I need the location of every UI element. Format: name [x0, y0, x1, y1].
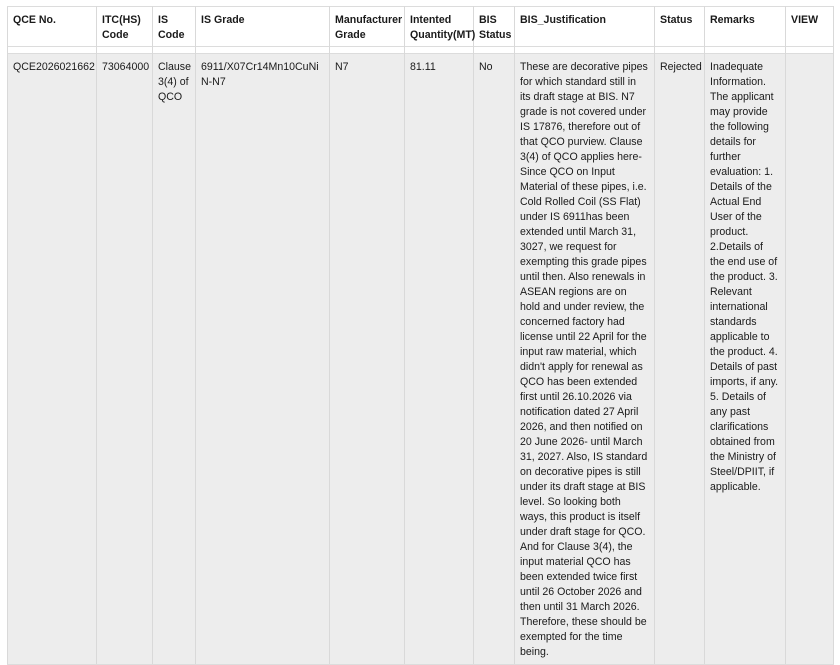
cell-is-code: Clause 3(4) of QCO	[153, 54, 196, 665]
spacer-cell	[786, 47, 834, 54]
cell-status: Rejected	[655, 54, 705, 665]
spacer-cell	[153, 47, 196, 54]
column-header-bis-justification: BIS_Justification	[515, 7, 655, 47]
table-header-row	[8, 7, 834, 47]
cell-bis-status: No	[474, 54, 515, 665]
spacer-cell	[330, 47, 405, 54]
cell-is-grade: 6911/X07Cr14Mn10CuNiN-N7	[196, 54, 330, 665]
spacer-cell	[405, 47, 474, 54]
spacer-cell	[655, 47, 705, 54]
column-header-manufacturer-grade: Manufacturer Grade	[330, 7, 405, 47]
spacer-cell	[705, 47, 786, 54]
column-header-is-code: IS Code	[153, 7, 196, 47]
spacer-cell	[515, 47, 655, 54]
cell-qce-no: QCE2026021662	[8, 54, 97, 665]
column-header-is-grade: IS Grade	[196, 7, 330, 47]
column-header-itc-hs-code: ITC(HS) Code	[97, 7, 153, 47]
qce-results-table-container	[7, 6, 833, 665]
cell-intended-quantity: 81.11	[405, 54, 474, 665]
column-header-intended-quantity: Intented Quantity(MT)	[405, 7, 474, 47]
cell-bis-justification: These are decorative pipes for which standard still in its draft stage at BIS. N7 grade is not covered under IS 17876, therefore out of that QCO purview. Clause 3(4) of QCO applies here- Since QCO on Input Material of these pipes, i.e. Cold Rolled Coil (SS Flat) under IS 6911has been extended until March 31, 3027, we request for exempting this grade pipes until then. Also renewals in ASEAN regions are on hold and under review, the concerned factory had license until 22 April for the input raw material, which didn't apply for renewal as QCO has been extended first until 26.10.2026 via notification dated 27 April 2026, and then notified on 20 June 2026- until March 31, 2027. Also, IS standard on decorative pipes is still under its draft stage at BIS level. So looking both ways, this product is itself under draft stage for QCO. And for Clause 3(4), the input material QCO has been extended twice first until 26 October 2026 and then until 31 March 2026. Therefore, these should be exempted for the time being.	[515, 54, 655, 665]
column-header-qce-no: QCE No.	[8, 7, 97, 47]
column-header-status: Status	[655, 7, 705, 47]
column-header-remarks: Remarks	[705, 7, 786, 47]
column-header-view: VIEW	[786, 7, 834, 47]
spacer-cell	[474, 47, 515, 54]
spacer-cell	[97, 47, 153, 54]
cell-remarks: Inadequate Information. The applicant may provide the following details for further evaluation: 1. Details of the Actual End User of the product. 2.Details of the end use of the product. 3. Relevant international standards applicable to the product. 4. Details of past imports, if any. 5. Details of any past clarifications obtained from the Ministry of Steel/DPIIT, if applicable.	[705, 54, 786, 665]
table-row	[8, 54, 834, 665]
cell-view[interactable]	[786, 54, 834, 665]
qce-results-table	[7, 6, 834, 665]
spacer-cell	[196, 47, 330, 54]
cell-itc-hs-code: 73064000	[97, 54, 153, 665]
cell-manufacturer-grade: N7	[330, 54, 405, 665]
header-spacer-row	[8, 47, 834, 54]
column-header-bis-status: BIS Status	[474, 7, 515, 47]
spacer-cell	[8, 47, 97, 54]
